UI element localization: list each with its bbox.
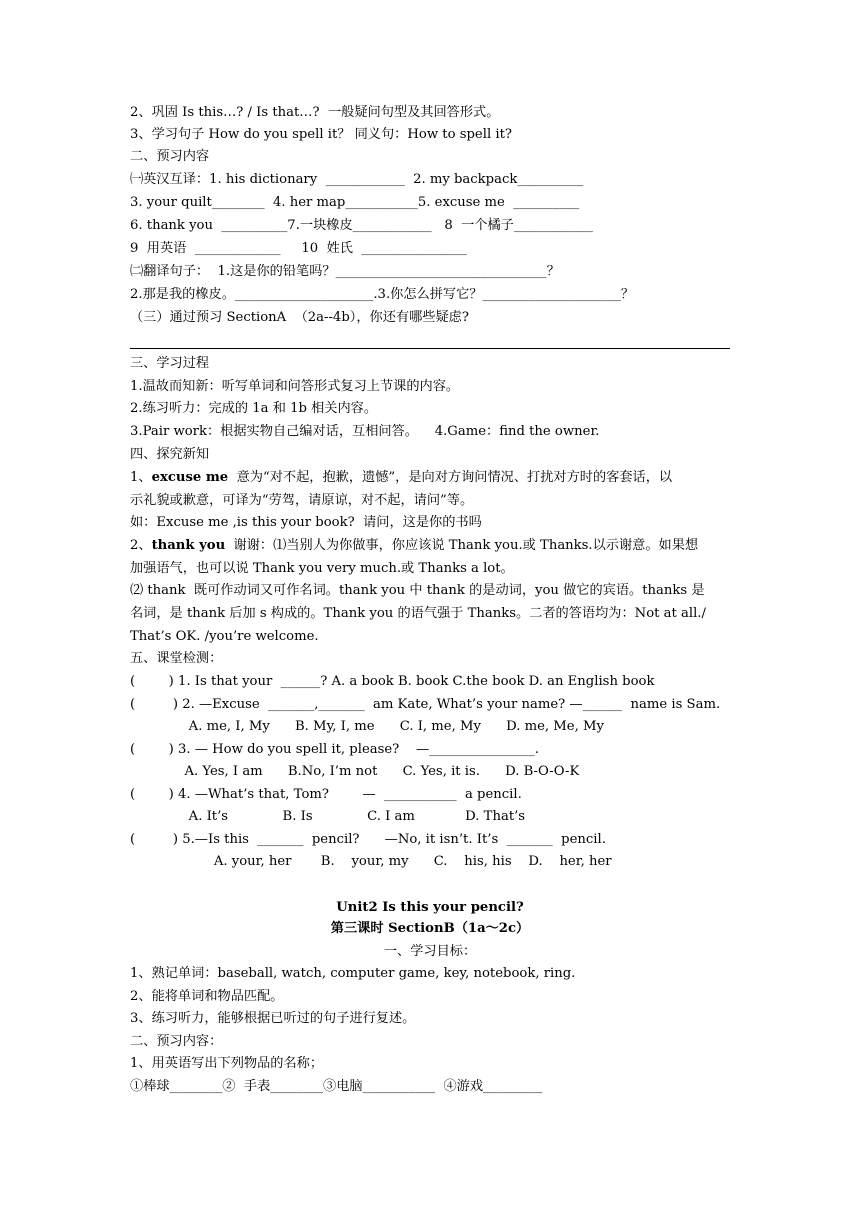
text-line: ①棒球________② 手表________③电脑___________ ④游戏_________ bbox=[130, 1079, 543, 1094]
section-heading: 三、学习过程 bbox=[130, 356, 210, 371]
text-line: 3.Pair work：根据实物自己编对话，互相问答。 4.Game：find the owner. bbox=[130, 424, 600, 439]
options-line: A. It’s B. Is C. I am D. That’s bbox=[130, 809, 526, 824]
term-thank-you: thank you bbox=[151, 538, 226, 553]
text-line: 1、熟记单词：baseball, watch, computer game, key, notebook, ring. bbox=[130, 966, 576, 981]
text-line: 3. your quilt________ 4. her map___________5. excuse me __________ bbox=[130, 195, 580, 210]
divider bbox=[130, 348, 730, 349]
unit-title: Unit2 Is this your pencil? bbox=[336, 900, 524, 915]
text-line: ㈡翻译句子： 1.这是你的铅笔吗？________________________________？ bbox=[130, 264, 560, 279]
text-line: 6. thank you __________7.一块橡皮____________ 8 一个橘子____________ bbox=[130, 218, 593, 233]
options-line: A. me, I, My B. My, I, me C. I, me, My D. me, Me, My bbox=[130, 719, 604, 734]
text-line: ㈠英汉互译：1. his dictionary ____________ 2. my backpack__________ bbox=[130, 172, 584, 187]
text-line: 2.那是我的橡皮。_____________________.3.你怎么拼写它？_____________________？ bbox=[130, 287, 635, 302]
options-line: A. your, her B. your, my C. his, his D. her, her bbox=[130, 854, 612, 869]
goal-heading: 一、学习目标： bbox=[383, 944, 477, 959]
question-line: ( ) 1. Is that your ______? A. a book B. book C.the book D. an English book bbox=[130, 674, 655, 689]
term-excuse-me: excuse me bbox=[151, 470, 229, 485]
question-line: ( ) 2. —Excuse _______,_______ am Kate, What’s your name? —______ name is Sam. bbox=[130, 697, 721, 712]
explore-paragraph-1: 1、excuse me 意为“对不起，抱歉，遗憾”，是向对方询问情况、打扰对方时的客套话，以 bbox=[130, 470, 673, 485]
text-line: That’s OK. /you’re welcome. bbox=[130, 629, 319, 644]
text-line: 如：Excuse me ,is this your book? 请问，这是你的书吗 bbox=[130, 515, 482, 530]
section-heading: 四、探究新知 bbox=[130, 447, 210, 462]
section-heading: 五、课堂检测： bbox=[130, 651, 223, 666]
text-line: 2、巩固 Is this…? / Is that…? 一般疑问句型及其回答形式。 bbox=[130, 105, 500, 120]
section-heading: 二、预习内容 bbox=[130, 149, 210, 164]
question-line: ( ) 5.—Is this _______ pencil? —No, it isn’t. It’s _______ pencil. bbox=[130, 832, 606, 847]
text-line: 9 用英语 _____________ 10 姓氏 ________________ bbox=[130, 241, 467, 256]
question-line: ( ) 4. —What’s that, Tom? — ___________ a pencil. bbox=[130, 787, 522, 802]
text-line: 2.练习听力：完成的 1a 和 1b 相关内容。 bbox=[130, 401, 378, 416]
text-line: 2、能将单词和物品匹配。 bbox=[130, 989, 284, 1004]
options-line: A. Yes, I am B.No, I’m not C. Yes, it is. D. B-O-O-K bbox=[130, 764, 580, 779]
text-line: （三）通过预习 SectionA （2a--4b），你还有哪些疑虑? bbox=[130, 310, 469, 325]
text-line: 名词，是 thank 后加 s 构成的。Thank you 的语气强于 Thanks。二者的答语均为：Not at all./ bbox=[130, 606, 706, 621]
lesson-subtitle: 第三课时 SectionB（1a～2c） bbox=[330, 921, 530, 936]
section-heading: 二、预习内容： bbox=[130, 1034, 223, 1049]
text-line: ⑵ thank 既可作动词又可作名词。thank you 中 thank 的是动词，you 做它的宾语。thanks 是 bbox=[130, 583, 705, 598]
text-line: 1.温故而知新：听写单词和问答形式复习上节课的内容。 bbox=[130, 379, 460, 394]
explore-paragraph-2: 2、thank you 谢谢：⑴当别人为你做事，你应该说 Thank you.或 Thanks.以示谢意。如果想 bbox=[130, 538, 699, 553]
text-line: 示礼貌或歉意，可译为“劳驾，请原谅，对不起，请问”等。 bbox=[130, 493, 474, 508]
text-line: 3、练习听力，能够根据已听过的句子进行复述。 bbox=[130, 1011, 416, 1026]
text-line: 3、学习句子 How do you spell it？ 同义句：How to spell it? bbox=[130, 127, 512, 142]
question-line: ( ) 3. — How do you spell it, please? —________________. bbox=[130, 742, 539, 757]
text-line: 1、用英语写出下列物品的名称； bbox=[130, 1056, 324, 1071]
text-line: 加强语气，也可以说 Thank you very much.或 Thanks a lot。 bbox=[130, 561, 514, 576]
